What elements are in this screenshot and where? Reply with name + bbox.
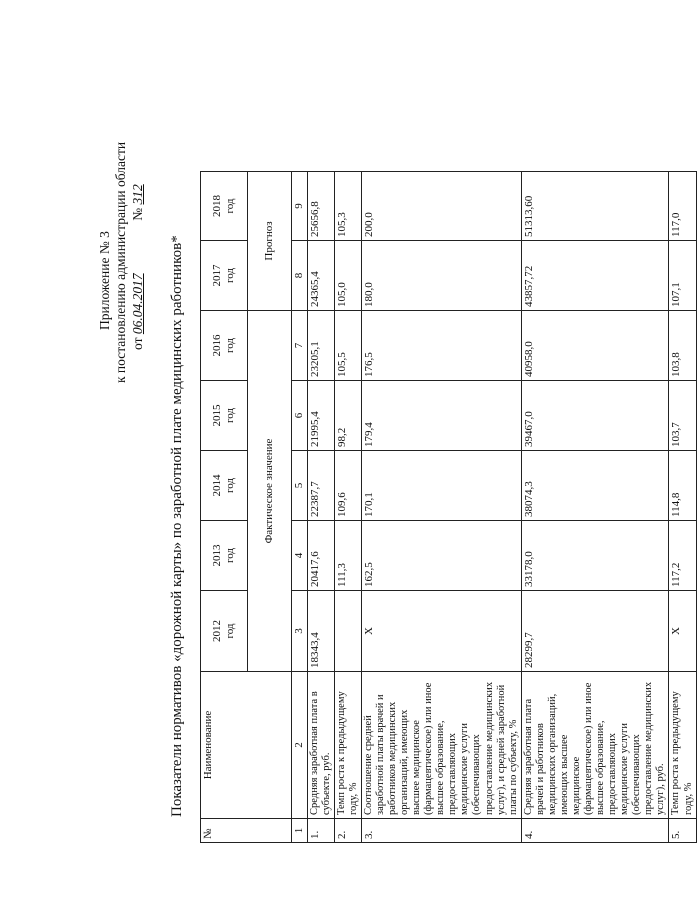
document-number: 312 — [130, 184, 145, 205]
col-number: 6 — [292, 381, 308, 451]
year-header — [201, 591, 248, 672]
appendix-date-line — [131, 155, 145, 351]
salary-table — [200, 171, 697, 843]
row-value: 20417,6 — [307, 521, 334, 591]
row-name: Соотношение средней заработной платы врачей и работников медицинских организаций, имеющих высшее медицинское (фармацевтическое) или иное высшее образование, предоставляющих медицинские услуги (обеспечивающих предоставление медицинских услуг), и средней заработной платы по субъекту, % — [361, 672, 521, 819]
row-number: 2. — [334, 819, 361, 843]
row-value: 107,1 — [669, 241, 696, 311]
row-value: 21995,4 — [307, 381, 334, 451]
row-value: 103,7 — [669, 381, 696, 451]
year-header — [201, 451, 248, 521]
row-value: 39467,0 — [521, 381, 669, 451]
row-value: 43857,72 — [521, 241, 669, 311]
row-value: 180,0 — [361, 241, 521, 311]
row-name: Темп роста к предыдущему году, % — [334, 672, 361, 819]
col-number: 7 — [292, 311, 308, 381]
row-number: 1. — [307, 819, 334, 843]
table-row — [334, 172, 361, 843]
col-number: 4 — [292, 521, 308, 591]
row-value: 200,0 — [361, 172, 521, 241]
table-row — [669, 172, 696, 843]
year-label: 2014 год — [211, 474, 236, 497]
row-value: 40958,0 — [521, 311, 669, 381]
year-label: 2015 год — [211, 404, 236, 427]
row-value: 105,3 — [334, 172, 361, 241]
col-no-header: № — [201, 819, 292, 843]
table-row — [307, 172, 334, 843]
col-number: 5 — [292, 451, 308, 521]
row-name: Темп роста к предыдущему году, % — [669, 672, 696, 819]
row-number: 4. — [521, 819, 669, 843]
row-value: 109,6 — [334, 451, 361, 521]
row-name: Средняя заработная плата в субъекте, руб. — [307, 672, 334, 819]
row-number: 5. — [669, 819, 696, 843]
table-row — [361, 172, 521, 843]
row-value: 98,2 — [334, 381, 361, 451]
row-value: 162,5 — [361, 521, 521, 591]
group-forecast-header: Прогноз — [248, 172, 292, 311]
row-value: 38074,3 — [521, 451, 669, 521]
year-label: 2017 год — [211, 264, 236, 287]
col-name-header: Наименование — [201, 672, 292, 819]
row-value: 105,0 — [334, 241, 361, 311]
year-header — [201, 172, 248, 241]
year-label: 2016 год — [211, 334, 236, 357]
year-header — [201, 521, 248, 591]
appendix-title: Приложение № 3 — [97, 231, 112, 330]
row-value: 23205,1 — [307, 311, 334, 381]
col-number: 1 — [292, 819, 308, 843]
number-prefix: № — [130, 207, 145, 221]
row-value: 24365,4 — [307, 241, 334, 311]
row-value: 170,1 — [361, 451, 521, 521]
row-number: 3. — [361, 819, 521, 843]
group-fact-header: Фактическое значение — [248, 311, 292, 672]
row-value: 33178,0 — [521, 521, 669, 591]
row-value: 18343,4 — [307, 591, 334, 672]
row-value: 51313,60 — [521, 172, 669, 241]
year-header — [201, 381, 248, 451]
row-value: X — [669, 591, 696, 672]
col-number: 9 — [292, 172, 308, 241]
row-value: 179,4 — [361, 381, 521, 451]
row-value: 176,5 — [361, 311, 521, 381]
year-label: 2013 год — [211, 544, 236, 567]
row-value: 111,3 — [334, 521, 361, 591]
row-value — [334, 591, 361, 672]
table-row — [521, 172, 669, 843]
row-value: 28299,7 — [521, 591, 669, 672]
year-header — [201, 241, 248, 311]
row-value: 105,5 — [334, 311, 361, 381]
page-title: Показатели нормативов «дорожной карты» по заработной плате медицинских работников* — [169, 235, 185, 817]
year-header — [201, 311, 248, 381]
year-label: 2012 год — [211, 620, 236, 642]
document-date: 06.04.2017 — [130, 273, 145, 335]
row-value: X — [361, 591, 521, 672]
col-number: 2 — [292, 672, 308, 819]
appendix-subtitle: к постановлению администрации области — [113, 141, 128, 383]
row-name: Средняя заработная плата врачей и работников медицинских организаций, имеющих высшее медицинское (фармацевтическое) или иное высшее образование, предоставляющих медицинские услуги (обеспечивающих предоставление медицинских услуг), руб. — [521, 672, 669, 819]
row-value: 22387,7 — [307, 451, 334, 521]
year-label: 2018 год — [211, 195, 236, 217]
row-value: 25656,8 — [307, 172, 334, 241]
date-prefix: от — [130, 337, 145, 350]
row-value: 103,8 — [669, 311, 696, 381]
col-number: 8 — [292, 241, 308, 311]
row-value: 117,0 — [669, 172, 696, 241]
row-value: 114,8 — [669, 451, 696, 521]
row-value: 117,2 — [669, 521, 696, 591]
col-number: 3 — [292, 591, 308, 672]
